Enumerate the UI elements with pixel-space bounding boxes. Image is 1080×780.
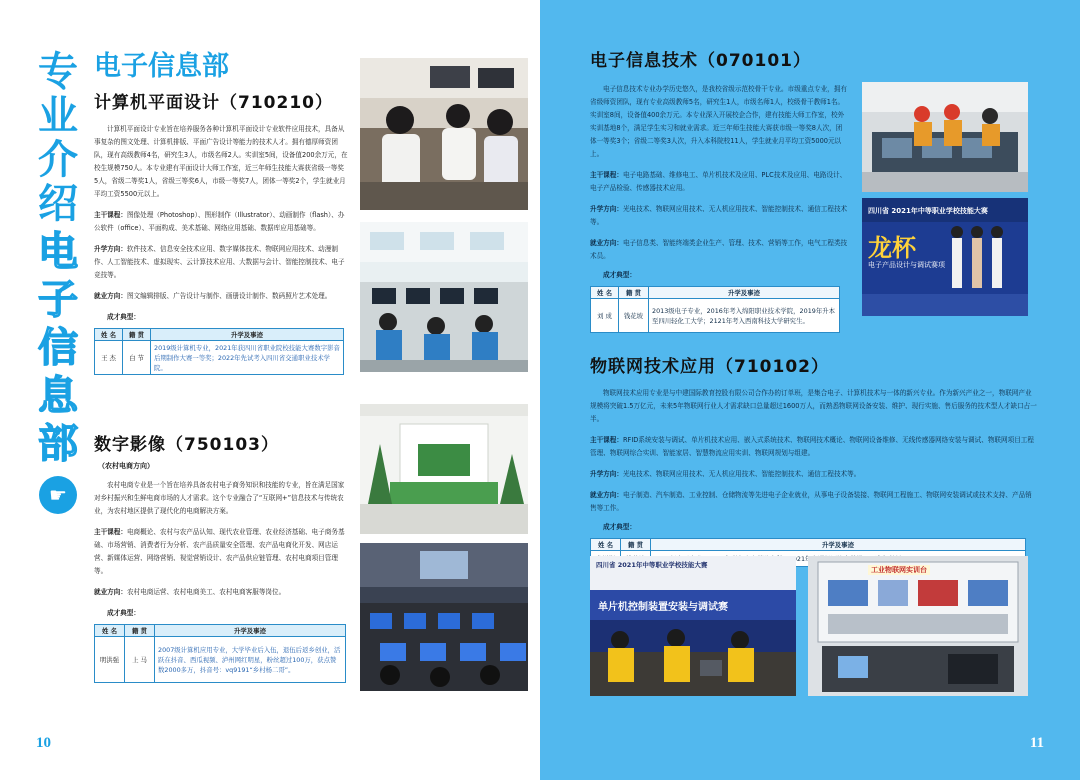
photo-iot-lab <box>808 556 1028 696</box>
photo-ecommerce-studio <box>360 404 528 534</box>
table-row <box>591 299 840 333</box>
job-label: 就业方向： <box>590 491 623 499</box>
dept-title: 电子信息部 <box>94 51 229 82</box>
achieve-label: 成才典型： <box>603 271 636 279</box>
table-header: 籍 贯 <box>619 287 649 299</box>
side-title-char: 绍 <box>38 181 78 227</box>
cell-desc: 2019级计算机专业，2021年获四川省职业院校技能大赛数字影音后期制作大赛一等奖；2022年先试考入四川省交通职业技术学院。 <box>151 341 344 375</box>
side-vertical-title <box>30 50 86 514</box>
job-label: 就业方向： <box>590 239 623 247</box>
table-row <box>95 341 344 375</box>
major-section-electronic-info <box>590 46 848 333</box>
cell-origin: 白 节 <box>123 341 151 375</box>
honor-table <box>590 286 840 333</box>
courses-label: 主干课程： <box>590 171 623 179</box>
mcu-banner-sub: 单片机控制装置安装与调试赛 <box>598 602 728 613</box>
cell-origin: 上 马 <box>125 637 155 683</box>
major-intro: 农村电商专业是一个旨在培养具备农村电子商务知识和技能的专业，旨在满足国家对乡村振兴和生鲜电商市场的人才需求。这个专业融合了“互联网+”信息技术与传统农业，为农村地区提供了现代化的电商解决方案。 <box>94 481 345 515</box>
table-header: 升学及事迹 <box>651 539 1026 551</box>
major-section-graphic-design <box>94 88 348 375</box>
competition-banner-logo: 龙杯 <box>868 234 916 262</box>
competition-banner-sub: 电子产品设计与调试赛项 <box>868 261 945 269</box>
further-label: 升学方向： <box>590 470 623 478</box>
job-line <box>590 489 1038 515</box>
side-title-char: 专 <box>38 49 78 95</box>
major-title: 计算机平面设计（710210） <box>94 93 333 113</box>
courses-line <box>94 209 348 235</box>
courses-label: 主干课程： <box>94 528 127 536</box>
further-line <box>590 203 848 229</box>
courses-text: 电商概论、农村与农产品认知、现代农业管理、农业经济基础、电子商务基础、市场营销、消费者行为分析、农产品质量安全管理、农产品电商化开发、网店运营、新媒体运营、网络营销、视觉营销设计、农产品供应链管理、农村电商项目管理等。 <box>94 528 345 575</box>
job-line <box>94 290 348 303</box>
major-title: 物联网技术应用（710102） <box>590 357 829 377</box>
table-header: 姓 名 <box>591 539 621 551</box>
cell-origin: 钱花坡 <box>619 299 649 333</box>
side-dept-char: 电 <box>38 229 78 275</box>
major-section-iot <box>590 352 1038 567</box>
table-header: 籍 贯 <box>621 539 651 551</box>
further-label: 升学方向： <box>590 205 623 213</box>
mcu-banner-title: 四川省 2021年中等职业学校技能大赛 <box>596 561 708 569</box>
further-label: 升学方向： <box>94 245 127 253</box>
side-dept-char: 信 <box>38 325 78 371</box>
further-text: 光电技术、物联网应用技术、无人机应用技术、智能控制技术、通信工程技术等。 <box>622 470 861 478</box>
table-header: 升学及事迹 <box>155 625 346 637</box>
photo-computer-lab <box>360 222 528 372</box>
iot-lab-banner: 工业物联网实训台 <box>868 565 930 575</box>
courses-text: 图像处理（Photoshop）、图形制作（Illustrator）、动画制作（flash）、办公软件（office）、平面构成、美术基础、网络应用基础、数据库应用基础等。 <box>94 211 345 232</box>
table-header: 姓 名 <box>95 329 123 341</box>
cell-desc: 2013级电子专业，2016年考入绵阳职业技术学院，2019年升本至四川轻化工大学；2121年考入西南科技大学研究生。 <box>649 299 840 333</box>
achieve-line <box>590 521 1038 534</box>
major-intro: 物联网技术应用专业是与中建国际教育控股有限公司合作办的订单班，是集合电子、计算机技术与一体的新兴专业。作为新兴产业之一，物联网产业规模将突破1.5万亿元，未来5年物联网行业人才需求缺口总量超过1600万人，而熟悉物联网设备安装、维护、现行实施、售后服务的技术型人才缺口占一半。 <box>590 389 1037 423</box>
job-line <box>590 237 848 263</box>
further-text: 光电技术、物联网应用技术、无人机应用技术、智能控制技术、通信工程技术等。 <box>590 205 848 226</box>
side-dept-char: 子 <box>38 277 78 323</box>
major-title: 电子信息技术（070101） <box>590 51 811 71</box>
page-number: 11 <box>1029 735 1044 751</box>
side-title-char: 介 <box>38 137 78 183</box>
job-line <box>94 586 350 599</box>
cell-desc: 2007级计算机应用专业，大学毕业后入伍，退伍后返乡创业，活跃在抖音、西瓜视频、泸州网红明星，粉丝超过100万，获点赞数2000多万，抖音号：vq9191“乡村杨二哥”。 <box>155 637 346 683</box>
further-text: 软件技术、信息安全技术应用、数字媒体技术、物联网应用技术、动漫制作、人工智能技术、虚拟现实、云计算技术应用、大数据与会计、智能控制技术、电子竞技等。 <box>94 245 345 279</box>
achieve-label: 成才典型： <box>107 609 140 617</box>
table-row <box>95 637 346 683</box>
cell-name: 明洪强 <box>95 637 125 683</box>
major-intro: 电子信息技术专业办学历史悠久，是我校省级示范校骨干专业。市级重点专业，拥有省级师资团队，现有专业高级教师5名，研究生1人，市级名师1人，校级骨干教师1名。实训室8间，设备值400余万元。本专业深入开展校企合作，建有技能大师工作室，校外实训基地8个，满足学生实习和就业需求。近三年师生技能大赛获市级一等奖8人次，团体一等奖3个；省级二等奖3人次，升入本科院校11人，学生就业月平均工资5000元以上。 <box>590 85 847 158</box>
side-dept-char: 息 <box>38 373 78 419</box>
right-page <box>540 0 1080 780</box>
honor-table <box>94 328 344 375</box>
courses-text: 电子电路基础、维修电工、单片机技术及应用、PLC技术及应用、电路设计、电子产品检验、传感器技术应用。 <box>590 171 847 192</box>
photo-mcu-competition <box>590 556 796 696</box>
table-header: 升学及事迹 <box>151 329 344 341</box>
further-line <box>94 243 348 282</box>
job-text: 农村电商运营、农村电商美工、农村电商客服等岗位。 <box>126 588 286 596</box>
achieve-line <box>94 607 350 620</box>
major-title: 数字影像（750103） <box>94 435 279 455</box>
achieve-line <box>590 269 848 282</box>
table-header: 籍 贯 <box>125 625 155 637</box>
table-header: 升学及事迹 <box>649 287 840 299</box>
further-line <box>590 468 1038 481</box>
table-header: 姓 名 <box>95 625 125 637</box>
major-subtitle: （农村电商方向） <box>98 462 154 470</box>
achieve-label: 成才典型： <box>107 313 140 321</box>
table-header: 姓 名 <box>591 287 619 299</box>
courses-label: 主干课程： <box>590 436 623 444</box>
cell-name: 刘 成 <box>591 299 619 333</box>
job-text: 图文编辑排版、广告设计与制作、画册设计制作、数码照片艺术处理。 <box>126 292 332 300</box>
courses-line <box>590 169 848 195</box>
job-text: 电子信息类、智能终端类企业生产、管理、技术、营销等工作，电气工程类技术员。 <box>590 239 848 260</box>
cell-name: 王 杰 <box>95 341 123 375</box>
courses-label: 主干课程： <box>94 211 127 219</box>
side-title-char: 业 <box>38 93 78 139</box>
achieve-label: 成才典型： <box>603 523 636 531</box>
major-intro: 计算机平面设计专业旨在培养服务各种计算机平面设计专业软件应用技术，具备从事复杂的图文处理、计算机排版、平面广告设计等能力的技术人才。拥有德厚师资团队，现有高级教师4名，研究生3人，市级名师2人。实训室5间，设备值200余万元，在校生规模750人。本专业建有平面设计大师工作室，近三年师生技能大赛获省级一等奖5人，省级二等奖1人，省级三等奖6人，市级一等奖7人，团体一等奖2个，学生就业月平均工资5500元以上。 <box>94 125 348 198</box>
competition-banner-title: 四川省 2021年中等职业学校技能大赛 <box>868 207 988 215</box>
job-text: 电子制造、汽车制造、工业控制、仓储物流等先进电子企业就业，从事电子设备装接、物联网工程施工、物联网安装调试或技术支持、产品销售等工作。 <box>590 491 1032 512</box>
pointing-hand-icon: ☛ <box>39 476 77 514</box>
courses-line <box>590 434 1038 460</box>
major-section-digital-imaging <box>94 430 350 683</box>
photo-ecommerce-classroom <box>360 543 528 691</box>
courses-line <box>94 526 350 578</box>
photo-competition-award <box>862 198 1028 316</box>
table-header: 籍 贯 <box>123 329 151 341</box>
courses-text: RFID系统安装与调试、单片机技术应用、嵌入式系统技术、物联网技术概论、物联网设备维修、无线传感器网络安装与调试、物联网项目工程管理、物联网综合实训、智能家居、智慧物流应用实训、物联网规划与组建。 <box>590 436 1034 457</box>
honor-table <box>94 624 346 683</box>
photo-electronics-training <box>862 82 1028 192</box>
photo-students-classroom <box>360 58 528 210</box>
job-label: 就业方向： <box>94 588 127 596</box>
job-label: 就业方向： <box>94 292 127 300</box>
page-number: 10 <box>36 735 51 751</box>
achieve-line <box>94 311 348 324</box>
side-dept-char: 部 <box>38 421 78 467</box>
